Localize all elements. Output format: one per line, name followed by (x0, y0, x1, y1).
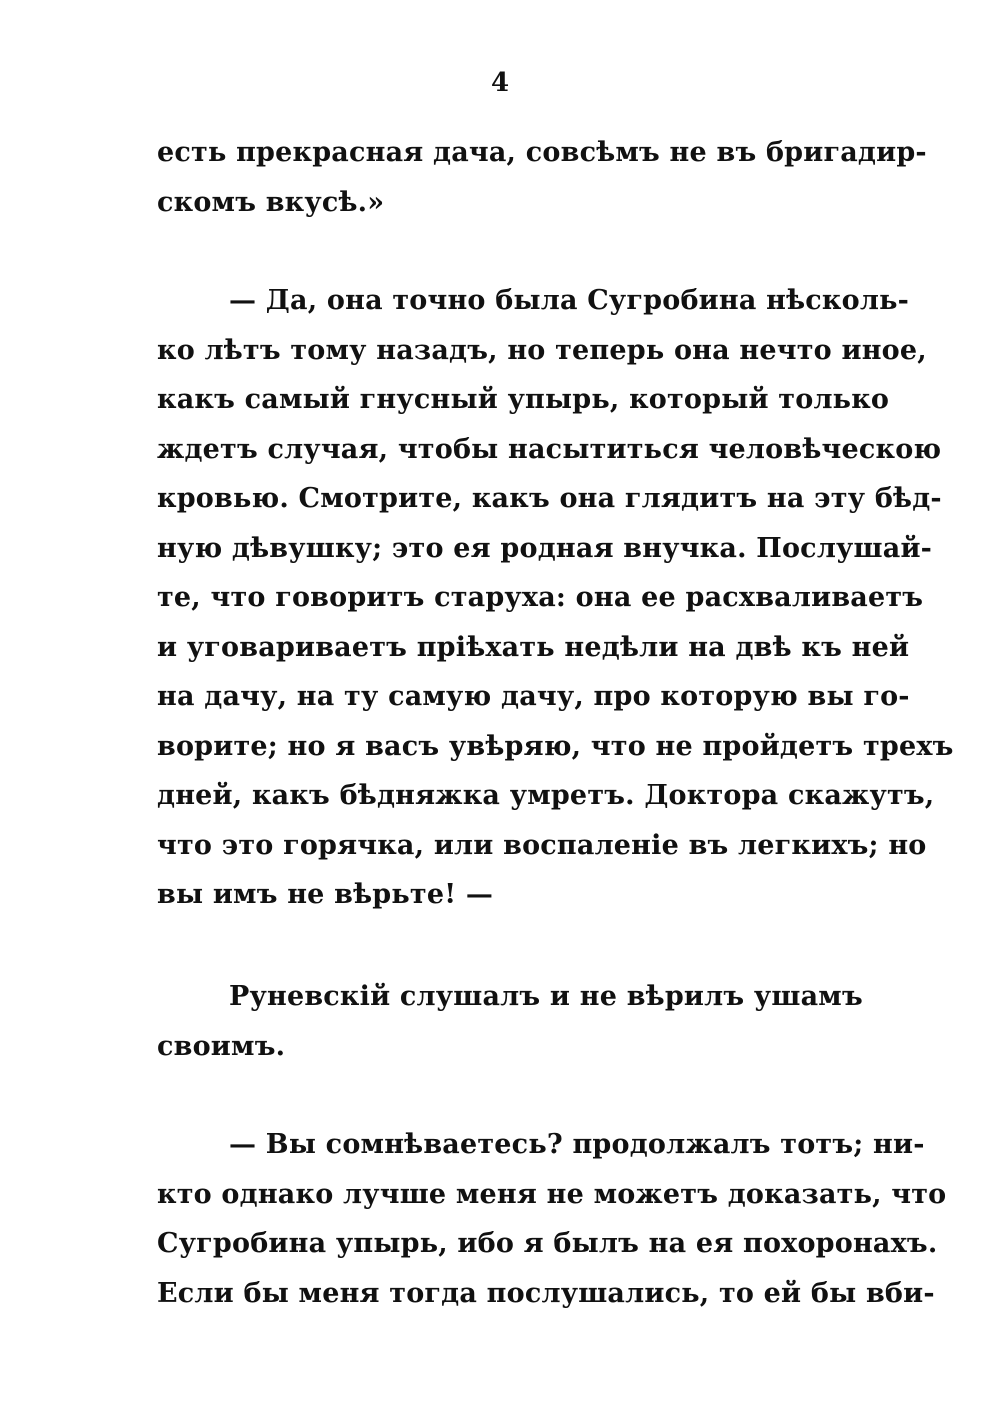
paragraph-3 (157, 972, 863, 1071)
text-line: — Вы сомнѣваетесь? продолжалъ тотъ; ни- (229, 1129, 925, 1160)
text-line: Если бы меня тогда послушались, то ей бы вби- (157, 1277, 935, 1309)
text-line: те, что говоритъ старуха: она ее расхваливаетъ (157, 582, 924, 613)
text-line: что это горячка, или воспаленіе въ легкихъ; но (157, 829, 927, 861)
text-line: какъ самый гнусный упырь, который только (157, 384, 890, 415)
text-line: есть прекрасная дача, совсѣмъ не въ бригадир- (157, 137, 927, 168)
text-line: дней, какъ бѣдняжка умретъ. Доктора скажутъ, (157, 780, 935, 811)
text-line: — Да, она точно была Сугробина нѣсколь- (229, 285, 910, 316)
paragraph-4 (157, 1120, 947, 1318)
text-line: кто однако лучше меня не можетъ доказать, что (157, 1178, 947, 1210)
text-line: ворите; но я васъ увѣряю, что не пройдетъ трехъ (157, 730, 954, 762)
text-line: Руневскій слушалъ и не вѣрилъ ушамъ (229, 981, 863, 1012)
paragraph-1 (157, 128, 927, 227)
text-line: вы имъ не вѣрьте! — (157, 879, 494, 910)
text-line: своимъ. (157, 1030, 286, 1062)
text-line: и уговариваетъ пріѣхать недѣли на двѣ къ ней (157, 631, 910, 663)
text-line: ко лѣтъ тому назадъ, но теперь она нечто иное, (157, 334, 927, 366)
text-line: ждетъ случая, чтобы насытиться человѣческою (157, 433, 942, 465)
paragraph-2 (157, 276, 954, 920)
text-line: ную дѣвушку; это ея родная внучка. Послушай- (157, 532, 933, 564)
text-line: Сугробина упырь, ибо я былъ на ея похоронахъ. (157, 1228, 938, 1259)
text-line: кровью. Смотрите, какъ она глядитъ на эту бѣд- (157, 483, 942, 514)
text-line: на дачу, на ту самую дачу, про которую вы го- (157, 681, 910, 712)
page-number: 4 (490, 68, 510, 98)
text-line: скомъ вкусѣ.» (157, 186, 385, 218)
